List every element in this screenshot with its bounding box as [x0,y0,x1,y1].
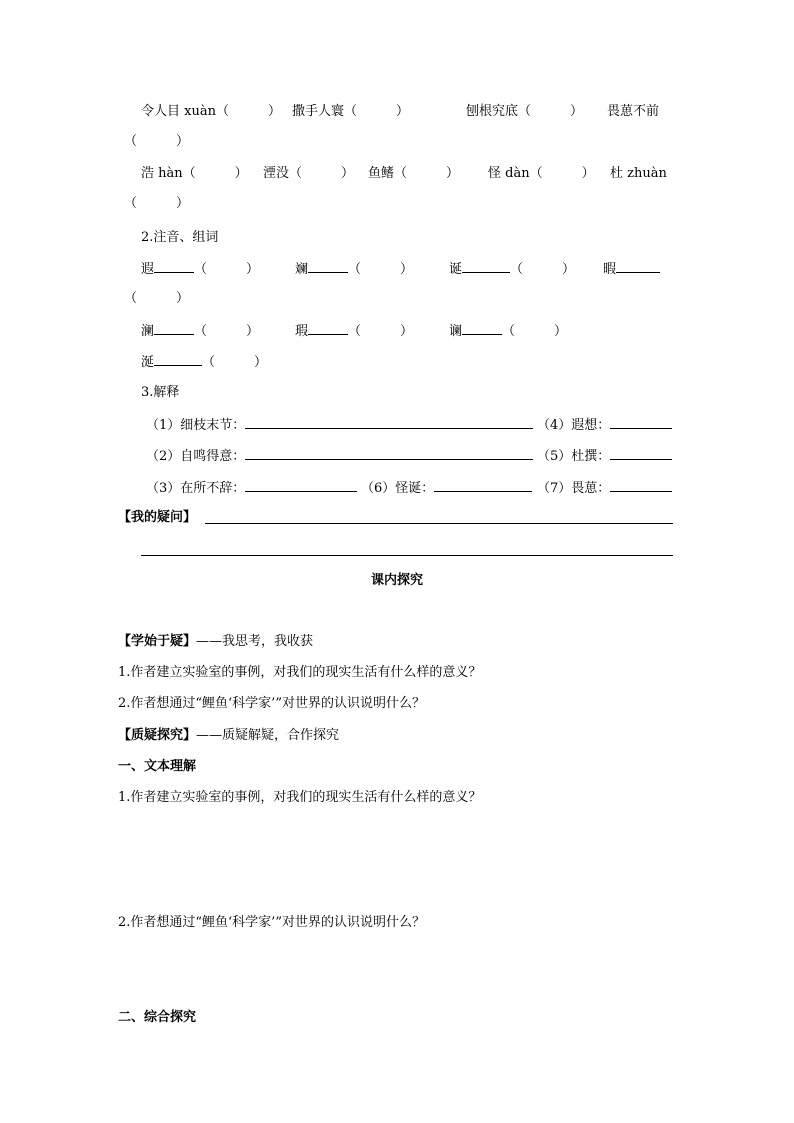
section-heading: 3.解释 [141,385,180,400]
vocab-item: 刨根究底（ ） [466,104,584,119]
vocab-item: 杜 zhuàn [610,166,667,181]
zhi-heading: 【质疑探究】——质疑解疑，合作探究 [118,728,340,743]
define-item: （6）怪诞： [361,478,532,498]
answer-blank[interactable] [245,415,533,429]
vocab-item: 怪 dàn（ ） [488,166,595,181]
question-line[interactable] [205,523,673,524]
answer-blank[interactable] [245,446,533,460]
xue-heading: 【学始于疑】——我思考，我收获 [118,634,314,649]
define-item: （4）遐想： [537,415,672,435]
answer-blank[interactable] [610,446,672,460]
section-heading: 2.注音、组词 [141,230,219,245]
part-heading: 二、综合探究 [118,1010,197,1025]
answer-blank[interactable] [154,259,194,273]
vocab-item: 浩 hàn（ ） [141,166,248,181]
question-1: 1.作者建立实验室的事例，对我们的现实生活有什么样的意义？ [118,665,482,680]
vocab-item: 撒手人寰（ ） [292,104,410,119]
part-heading: 一、文本理解 [118,759,197,774]
my-question-label: 【我的疑问】 [118,510,197,525]
zhuyin-item: 谰 （ ） [449,321,567,341]
answer-blank[interactable] [308,259,348,273]
vocab-paren: （ ） [124,196,190,211]
answer-blank[interactable] [245,478,357,492]
answer-blank[interactable] [616,259,660,273]
answer-blank[interactable] [434,478,532,492]
question-line[interactable] [141,555,673,556]
zhuyin-item: 遐 （ ） [141,259,259,279]
answer-blank[interactable] [154,321,194,335]
answer-blank[interactable] [610,415,672,429]
question-1: 1.作者建立实验室的事例，对我们的现实生活有什么样的意义？ [118,790,482,805]
zhuyin-item: 诞 （ ） [449,259,575,279]
question-2: 2.作者想通过“鲤鱼‘科学家’”对世界的认识说明什么？ [118,696,425,711]
answer-blank[interactable] [462,259,510,273]
page-section-title: 课内探究 [370,573,423,588]
define-item: （5）杜撰： [537,446,672,466]
define-item: （7）畏葸： [537,478,672,498]
answer-blank[interactable] [462,321,502,335]
vocab-item: 湮没（ ） [263,166,355,181]
zhuyin-item: 暇 [603,259,660,279]
zhuyin-item: 涎 （ ） [141,352,267,372]
vocab-item: 畏葸不前 [607,104,660,119]
zhuyin-paren: （ ） [124,291,190,306]
vocab-item: 令人目 xuàn（ ） [141,104,281,119]
define-item: （2）自鸣得意： [146,446,533,466]
answer-blank[interactable] [610,478,672,492]
zhuyin-item: 澜 （ ） [141,321,259,341]
define-item: （3）在所不辞： [146,478,357,498]
zhuyin-item: 斓 （ ） [295,259,413,279]
vocab-item: 鱼鳍（ ） [368,166,460,181]
vocab-paren: （ ） [124,134,190,149]
zhuyin-item: 瑕 （ ） [295,321,413,341]
answer-blank[interactable] [308,321,348,335]
answer-blank[interactable] [154,352,202,366]
define-item: （1）细枝末节： [146,415,533,435]
question-2: 2.作者想通过“鲤鱼‘科学家’”对世界的认识说明什么？ [118,915,425,930]
